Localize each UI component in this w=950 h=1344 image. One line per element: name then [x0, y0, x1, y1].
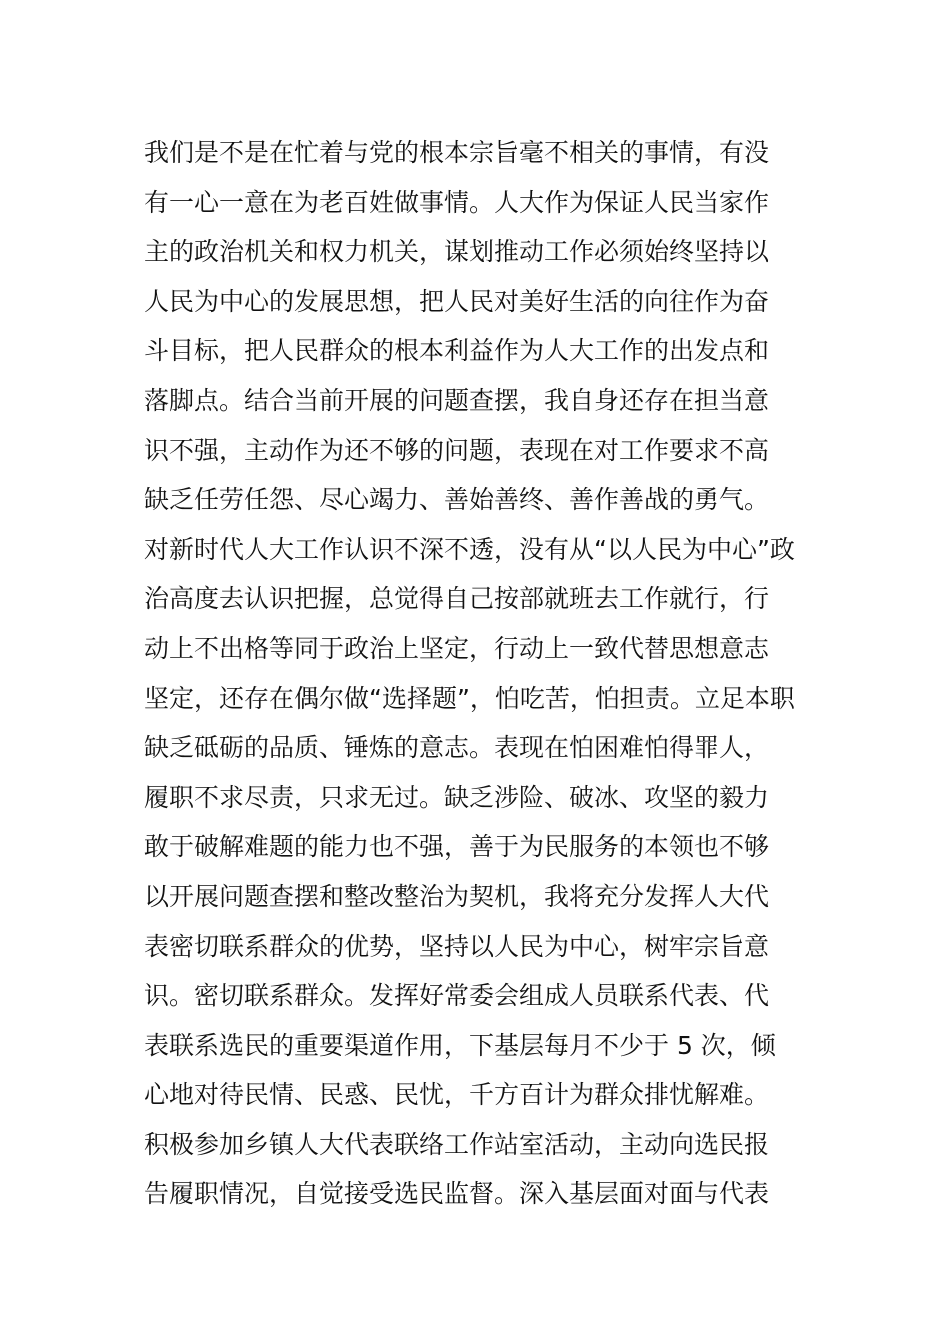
body-text: [144, 128, 824, 1219]
text-line: 告履职情况，自觉接受选民监督。深入基层面对面与代表: [144, 1179, 770, 1209]
text-line: 动上不出格等同于政治上坚定，行动上一致代替思想意志: [144, 633, 770, 663]
text-line: 表密切联系群众的优势，坚持以人民为中心，树牢宗旨意: [144, 931, 770, 961]
text-line: 治高度去认识把握，总觉得自己按部就班去工作就行，行: [144, 584, 770, 614]
text-line: 缺乏任劳任怨、尽心竭力、善始善终、善作善战的勇气。: [144, 485, 770, 515]
text-line: 表联系选民的重要渠道作用，下基层每月不少于 5 次，倾: [144, 1030, 776, 1060]
text-line: 识不强，主动作为还不够的问题，表现在对工作要求不高: [144, 435, 770, 465]
text-line: 对新时代人大工作认识不深不透，没有从“以人民为中心”政: [144, 534, 795, 564]
text-line: 我们是不是在忙着与党的根本宗旨毫不相关的事情，有没: [144, 138, 770, 167]
text-line: 人民为中心的发展思想，把人民对美好生活的向往作为奋: [144, 286, 770, 316]
text-line: 有一心一意在为老百姓做事情。人大作为保证人民当家作: [144, 187, 770, 217]
text-line: 主的政治机关和权力机关，谋划推动工作必须始终坚持以: [144, 237, 770, 267]
text-line: 履职不求尽责，只求无过。缺乏涉险、破冰、攻坚的毅力: [144, 782, 770, 812]
text-line: 识。密切联系群众。发挥好常委会组成人员联系代表、代: [144, 981, 770, 1011]
text-line: 缺乏砥砺的品质、锤炼的意志。表现在怕困难怕得罪人，: [144, 733, 770, 763]
text-line: 敢于破解难题的能力也不强，善于为民服务的本领也不够: [144, 832, 770, 862]
text-line: 积极参加乡镇人大代表联络工作站室活动，主动向选民报: [144, 1129, 770, 1159]
text-line: 心地对待民情、民惑、民忧，千方百计为群众排忧解难。: [144, 1080, 770, 1110]
text-line: 落脚点。结合当前开展的问题查摆，我自身还存在担当意: [144, 385, 770, 415]
text-line: 斗目标，把人民群众的根本利益作为人大工作的出发点和: [144, 336, 770, 366]
text-line: 坚定，还存在偶尔做“选择题”，怕吃苦，怕担责。立足本职: [144, 683, 795, 713]
text-line: 以开展问题查摆和整改整治为契机，我将充分发挥人大代: [144, 881, 770, 911]
